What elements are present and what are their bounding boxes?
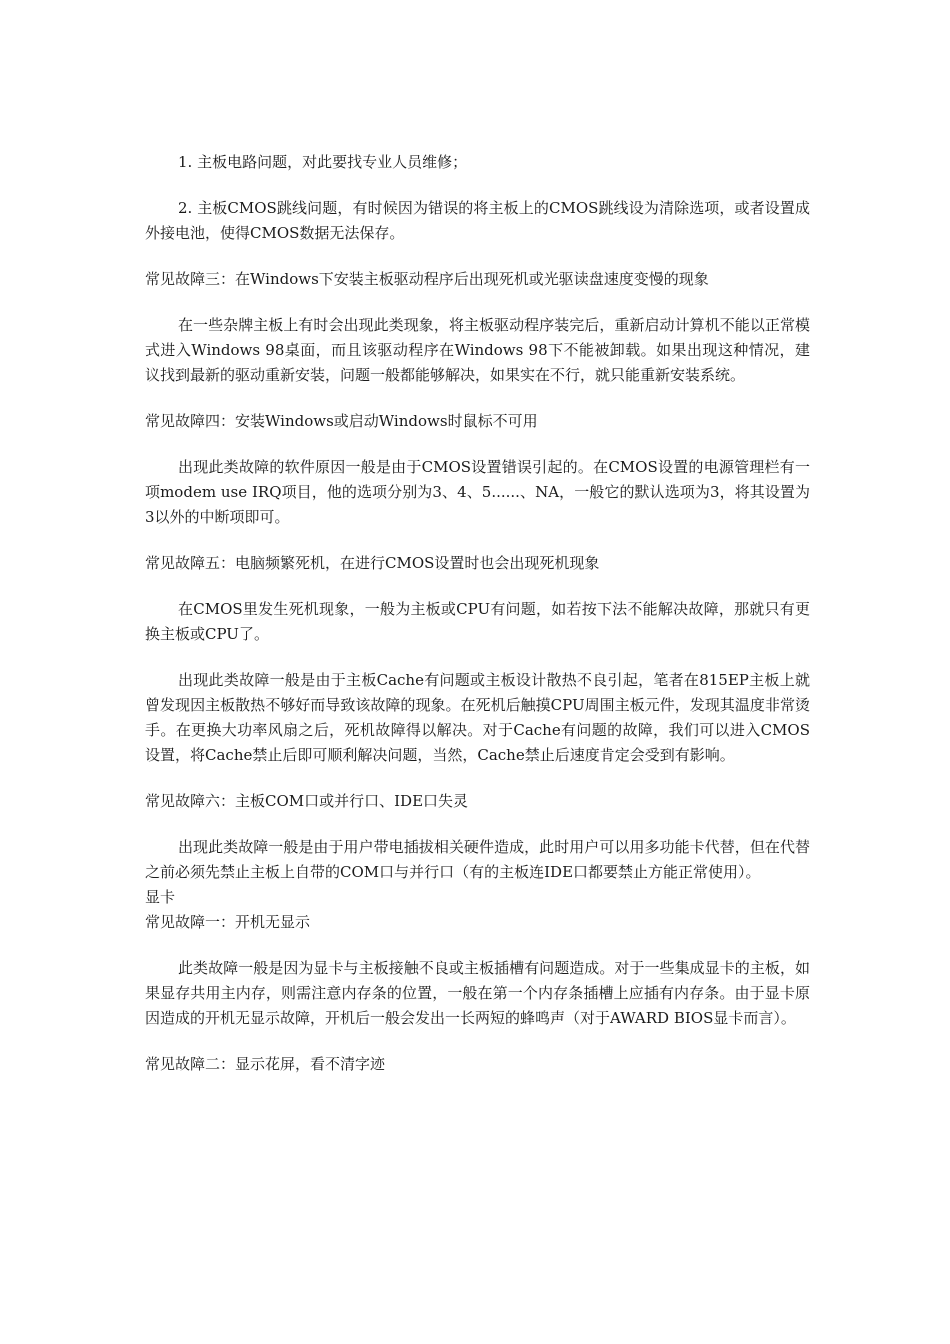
paragraph-fault-4: 出现此类故障的软件原因一般是由于CMOS设置错误引起的。在CMOS设置的电源管理栏有一项modem use IRQ项目，他的选项分别为3、4、5......、NA，一般它的默认选项为3，将其设置为3以外的中断项即可。 <box>145 458 810 526</box>
fault-heading-6: 常见故障六：主板COM口或并行口、IDE口失灵 <box>145 792 469 810</box>
paragraph-item-2: 2. 主板CMOS跳线问题，有时候因为错误的将主板上的CMOS跳线设为清除选项，或者设置成外接电池，使得CMOS数据无法保存。 <box>145 199 810 242</box>
fault-heading-3: 常见故障三：在Windows下安装主板驱动程序后出现死机或光驱读盘速度变慢的现象 <box>145 270 709 288</box>
paragraph-gpu-fault-1: 此类故障一般是因为显卡与主板接触不良或主板插槽有问题造成。对于一些集成显卡的主板，如果显存共用主内存，则需注意内存条的位置，一般在第一个内存条插槽上应插有内存条。由于显卡原因造成的开机无显示故障，开机后一般会发出一长两短的蜂鸣声（对于AWARD BIOS显卡而言）。 <box>145 959 810 1027</box>
paragraph-fault-6: 出现此类故障一般是由于用户带电插拔相关硬件造成，此时用户可以用多功能卡代替，但在代替之前必须先禁止主板上自带的COM口与并行口（有的主板连IDE口都要禁止方能正常使用）。 <box>145 838 810 881</box>
paragraph-item-1: 1. 主板电路问题，对此要找专业人员维修； <box>178 153 468 171</box>
paragraph-fault-5a: 在CMOS里发生死机现象，一般为主板或CPU有问题，如若按下法不能解决故障，那就只有更换主板或CPU了。 <box>145 600 810 643</box>
gpu-fault-heading-1: 常见故障一：开机无显示 <box>145 913 311 931</box>
section-title-graphics-card: 显卡 <box>145 888 176 906</box>
document-body <box>145 150 810 1098</box>
paragraph-fault-5b: 出现此类故障一般是由于主板Cache有问题或主板设计散热不良引起，笔者在815EP主板上就曾发现因主板散热不够好而导致该故障的现象。在死机后触摸CPU周围主板元件，发现其温度非常烫手。在更换大功率风扇之后，死机故障得以解决。对于Cache有问题的故障，我们可以进入CMOS设置，将Cache禁止后即可顺利解决问题，当然，Cache禁止后速度肯定会受到有影响。 <box>145 671 810 764</box>
paragraph-fault-3: 在一些杂牌主板上有时会出现此类现象，将主板驱动程序装完后，重新启动计算机不能以正常模式进入Windows 98桌面，而且该驱动程序在Windows 98下不能被卸载。如果出现这种情况，建议找到最新的驱动重新安装，问题一般都能够解决，如果实在不行，就只能重新安装系统。 <box>145 316 810 384</box>
fault-heading-4: 常见故障四：安装Windows或启动Windows时鼠标不可用 <box>145 412 538 430</box>
fault-heading-5: 常见故障五：电脑频繁死机，在进行CMOS设置时也会出现死机现象 <box>145 554 600 572</box>
gpu-fault-heading-2: 常见故障二：显示花屏，看不清字迹 <box>145 1055 386 1073</box>
